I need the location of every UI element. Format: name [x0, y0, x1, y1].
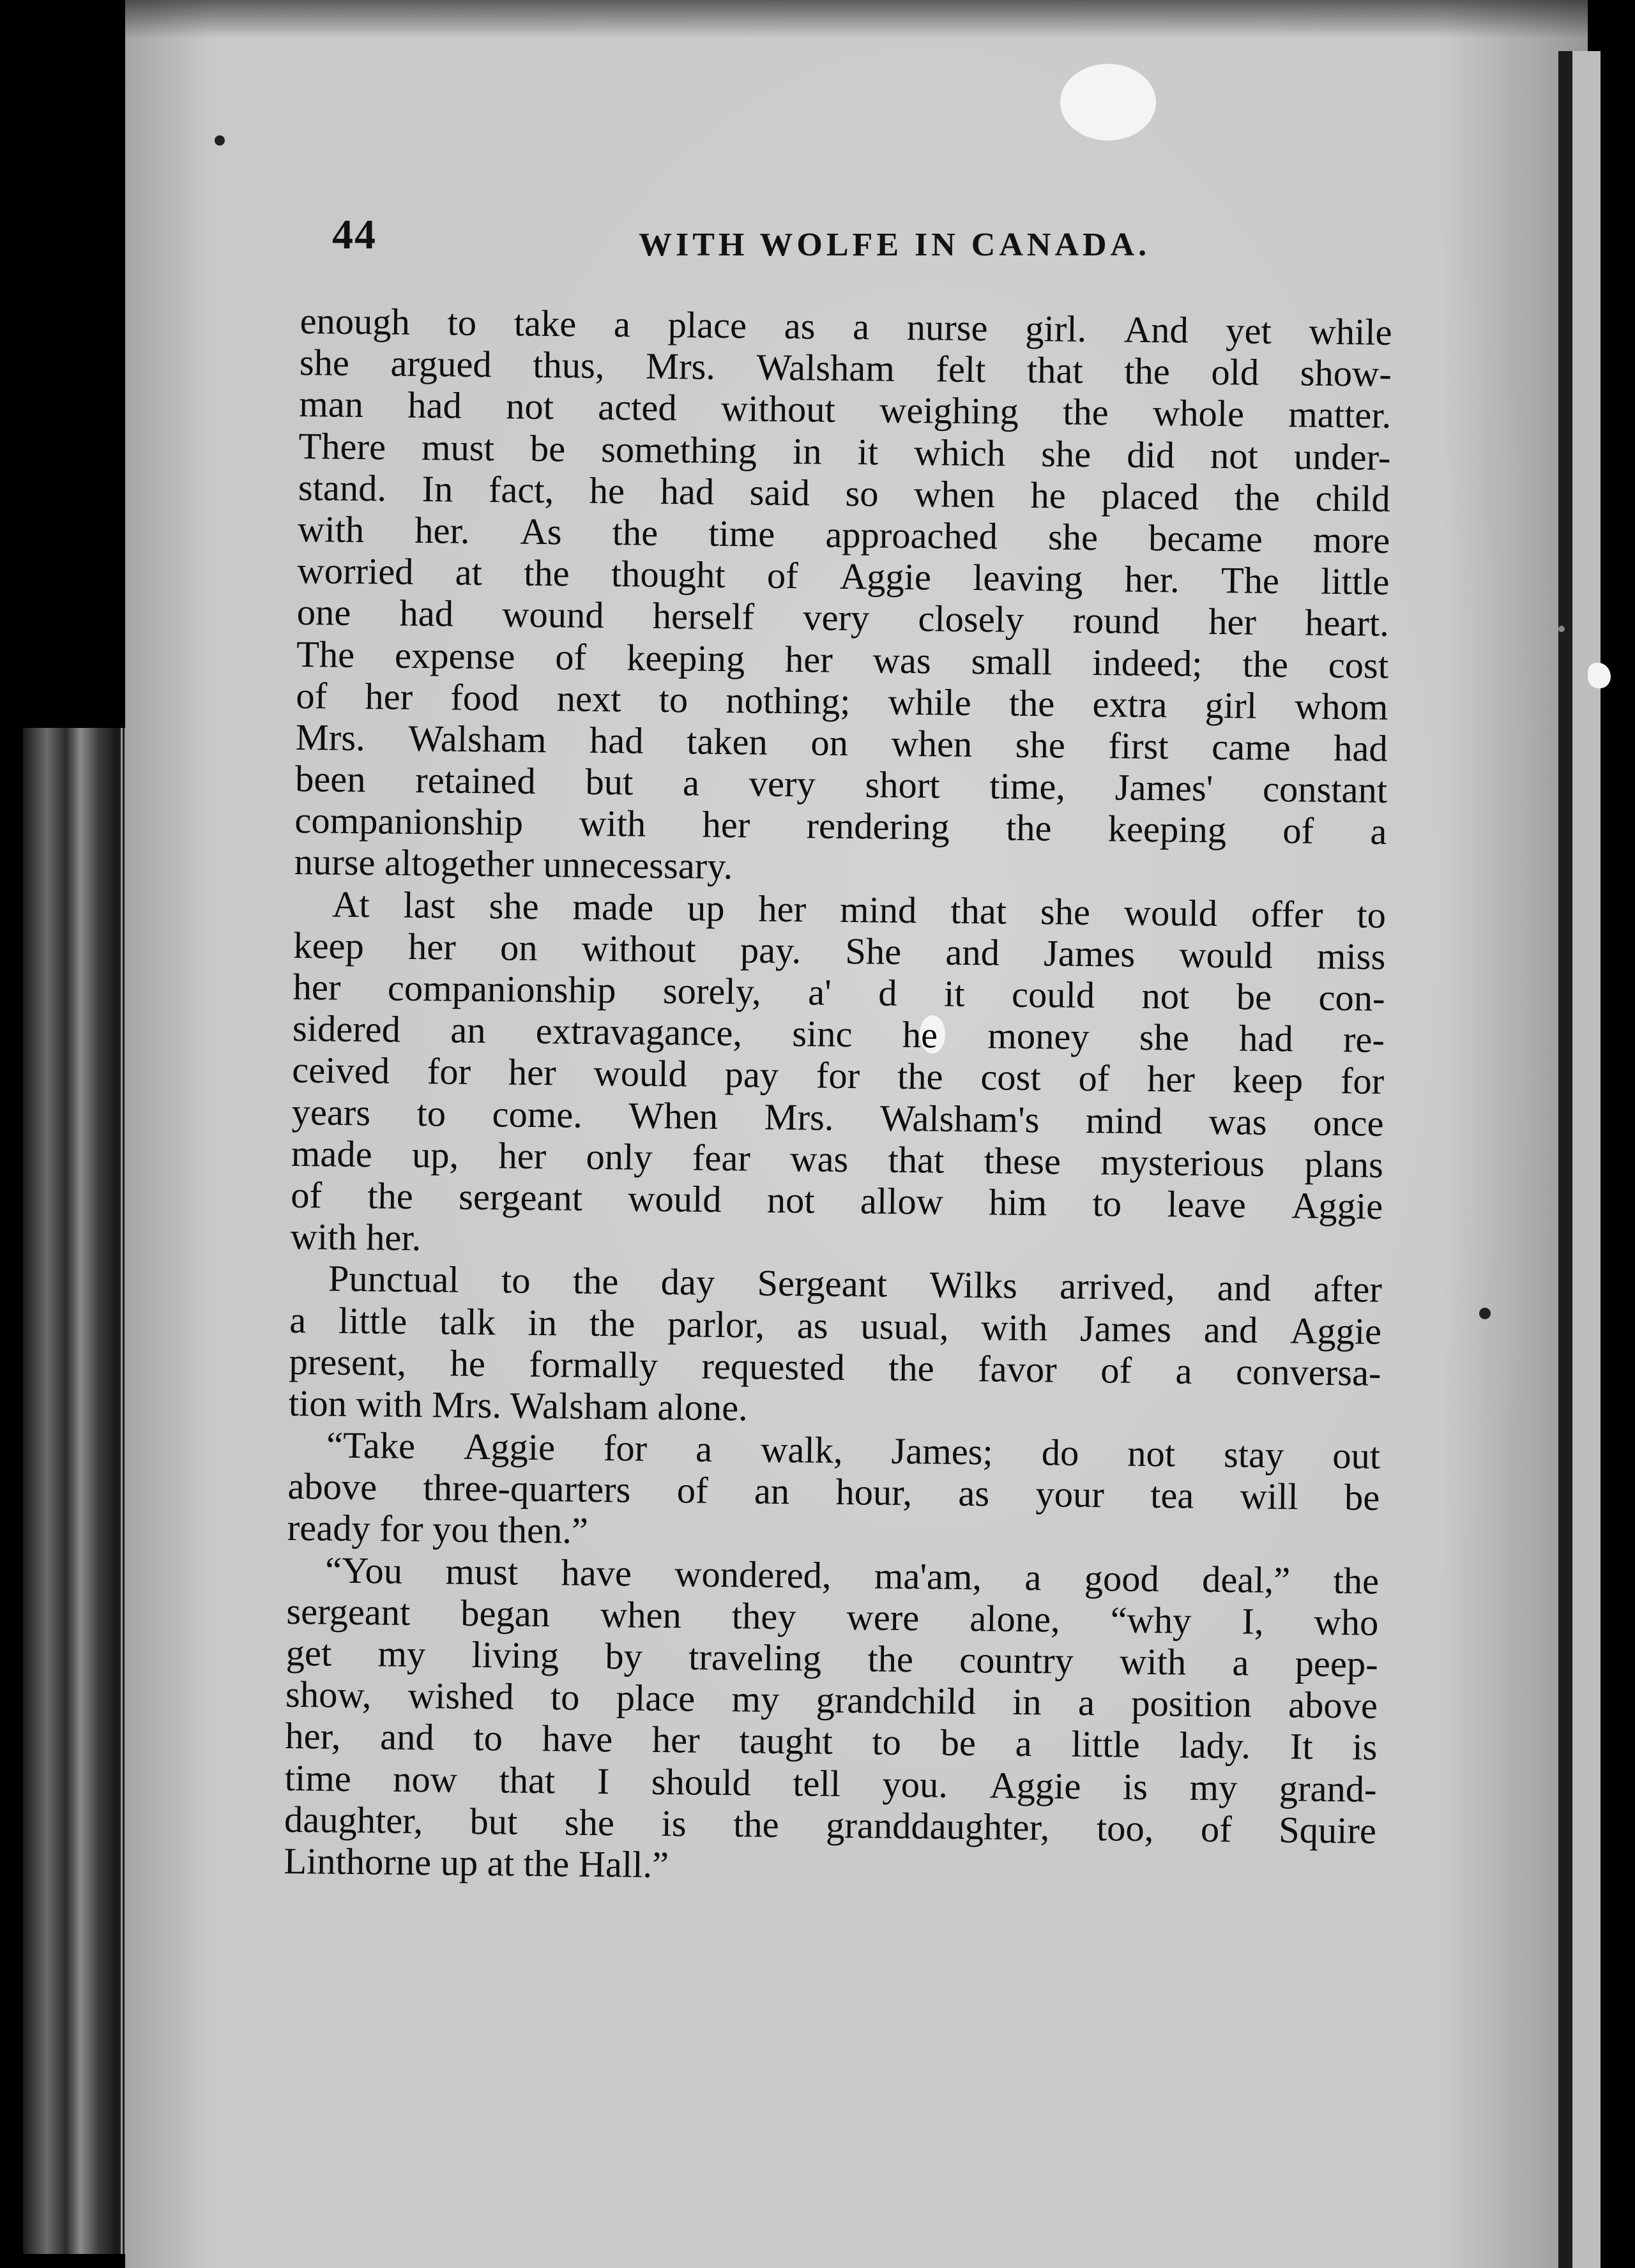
text-line: There must be something in it which she did not under- — [298, 425, 1391, 478]
scan-blemish — [1588, 663, 1611, 688]
text-line: she argued thus, Mrs. Walsham felt that the old show- — [299, 342, 1392, 395]
text-line: one had wound herself very closely round her heart. — [296, 591, 1390, 645]
scan-blemish — [1060, 64, 1156, 140]
text-line: daughter, but she is the granddaughter, too, of Squire — [284, 1798, 1377, 1852]
text-line: At last she made up her mind that she would offer to — [331, 883, 1387, 936]
scan-border — [1601, 0, 1635, 2268]
text-line: her companionship sorely, a' d it could not be con- — [293, 965, 1385, 1019]
paragraph — [287, 1424, 1381, 1560]
text-line: nurse altogether unnecessary. — [294, 841, 733, 888]
text-line: time now that I should tell you. Aggie is my grand- — [284, 1757, 1377, 1810]
paragraph — [289, 1257, 1383, 1435]
text-line: her, and to have her taught to be a little lady. It is — [285, 1715, 1378, 1769]
text-line: Linthorne up at the Hall.” — [284, 1840, 669, 1886]
text-line: “Take Aggie for a walk, James; do not stay out — [326, 1424, 1381, 1477]
scan-speck — [1558, 626, 1565, 632]
page-header — [319, 204, 1456, 275]
text-line: made up, her only fear was that these mysterious plans — [291, 1132, 1384, 1186]
scan-speck — [215, 135, 225, 146]
text-line: been retained but a very short time, James' constant — [294, 758, 1388, 811]
text-line: Mrs. Walsham had taken on when she first came had — [295, 716, 1388, 769]
text-line: ready for you then.” — [287, 1507, 589, 1552]
text-line: with her. — [290, 1216, 422, 1259]
text-line: of the sergeant would not allow him to leave Aggie — [290, 1174, 1383, 1227]
text-line: present, he formally requested the favor of a conversa- — [289, 1340, 1381, 1394]
text-line: stand. In fact, he had said so when he placed the child — [298, 466, 1391, 520]
text-line: sergeant began when they were alone, “why I, who — [286, 1590, 1379, 1644]
body-text — [284, 300, 1392, 1893]
text-line: enough to take a place as a nurse girl. And yet while — [300, 300, 1392, 353]
page-number: 44 — [332, 211, 377, 258]
paragraph — [294, 300, 1392, 894]
page-top-shadow — [125, 0, 1588, 38]
text-line: a little talk in the parlor, as usual, with James and Aggie — [289, 1299, 1382, 1352]
paragraph — [290, 883, 1386, 1269]
text-line: years to come. When Mrs. Walsham's mind was once — [291, 1091, 1384, 1144]
text-line: sidered an extravagance, sinc he money she had re- — [292, 1008, 1385, 1061]
text-line: above three-quarters of an hour, as your tea will be — [287, 1465, 1380, 1519]
text-line: keep her on without pay. She and James would miss — [293, 924, 1386, 978]
text-line: show, wished to place my grandchild in a position above — [285, 1674, 1378, 1727]
text-line: ceived for her would pay for the cost of her keep for — [292, 1049, 1385, 1103]
text-line: of her food next to nothing; while the extra girl whom — [296, 674, 1388, 728]
scan-speck — [1479, 1308, 1491, 1319]
book-spine-edge — [23, 728, 119, 2254]
text-line: “You must have wondered, ma'am, a good deal,” the — [324, 1549, 1380, 1602]
running-head: WITH WOLFE IN CANADA. — [639, 227, 1151, 263]
text-line: with her. As the time approached she became more — [297, 508, 1390, 561]
paragraph — [284, 1549, 1379, 1893]
text-line: Punctual to the day Sergeant Wilks arrived, and after — [328, 1257, 1383, 1311]
text-line: The expense of keeping her was small indeed; the cost — [296, 633, 1389, 686]
text-line: companionship with her rendering the keeping of a — [294, 799, 1387, 853]
text-line: worried at the thought of Aggie leaving her. The little — [297, 550, 1390, 603]
text-line: tion with Mrs. Walsham alone. — [288, 1382, 749, 1429]
text-line: man had not acted without weighing the whole matter. — [298, 383, 1392, 437]
text-line: get my living by traveling the country with a peep- — [285, 1631, 1378, 1685]
